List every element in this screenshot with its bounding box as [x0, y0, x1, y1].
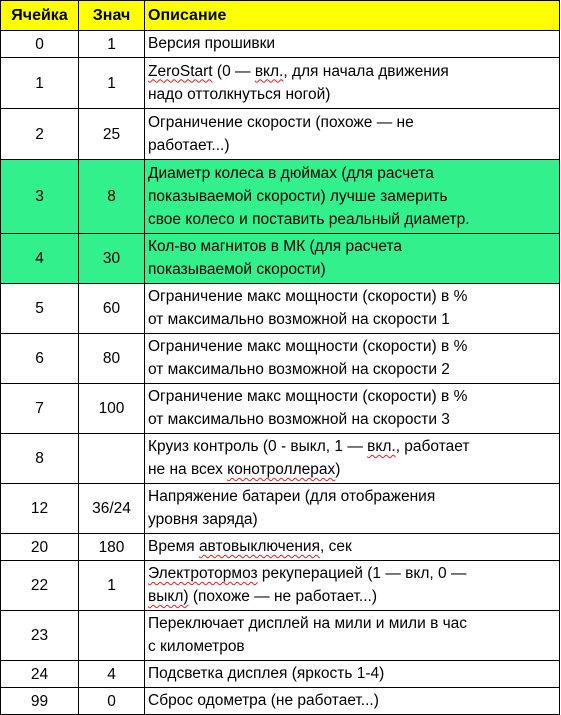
cell-description[interactable]: Сброс одометра (не работает...): [145, 688, 560, 715]
cell-number[interactable]: 22: [1, 561, 79, 611]
cell-description[interactable]: Электротормоз рекуперацией (1 — вкл, 0 — выкл) (похоже — не работает...): [145, 561, 560, 611]
table-row: [1, 688, 560, 715]
cell-description[interactable]: Круиз контроль (0 - выкл, 1 — вкл., работает не на всех конотроллерах): [145, 434, 560, 484]
cell-value[interactable]: 30: [79, 234, 145, 284]
cell-value[interactable]: 25: [79, 109, 145, 160]
cell-description[interactable]: Ограничение макс мощности (скорости) в % от максимально возможной на скорости 2: [145, 334, 560, 384]
table-row: [1, 58, 560, 109]
cell-value[interactable]: 100: [79, 384, 145, 434]
cell-description[interactable]: Ограничение скорости (похоже — не работает...): [145, 109, 560, 160]
table-row: [1, 234, 560, 284]
cell-value[interactable]: 1: [79, 58, 145, 109]
cell-value[interactable]: 180: [79, 534, 145, 561]
header-row: [1, 1, 560, 31]
header-value[interactable]: Знач: [79, 1, 145, 31]
table-row: [1, 661, 560, 688]
table-row: [1, 109, 560, 160]
cell-number[interactable]: 24: [1, 661, 79, 688]
table-row: [1, 484, 560, 534]
cell-value[interactable]: [79, 434, 145, 484]
table-row: [1, 384, 560, 434]
cell-description[interactable]: Версия прошивки: [145, 31, 560, 58]
cell-description[interactable]: Ограничение макс мощности (скорости) в % от максимально возможной на скорости 3: [145, 384, 560, 434]
cell-description[interactable]: Напряжение батареи (для отображения уровня заряда): [145, 484, 560, 534]
cell-number[interactable]: 7: [1, 384, 79, 434]
table-row: [1, 284, 560, 334]
cell-number[interactable]: 20: [1, 534, 79, 561]
table-body: [1, 31, 560, 715]
cell-description[interactable]: Подсветка дисплея (яркость 1-4): [145, 661, 560, 688]
table-row: [1, 334, 560, 384]
cell-number[interactable]: 3: [1, 160, 79, 234]
table-row: [1, 534, 560, 561]
cell-value[interactable]: 60: [79, 284, 145, 334]
cell-number[interactable]: 2: [1, 109, 79, 160]
table-row: [1, 434, 560, 484]
cell-description[interactable]: Время автовыключения, сек: [145, 534, 560, 561]
cell-description[interactable]: Переключает дисплей на мили и мили в час с километров: [145, 611, 560, 661]
cell-value[interactable]: [79, 611, 145, 661]
cell-value[interactable]: 0: [79, 688, 145, 715]
cell-number[interactable]: 5: [1, 284, 79, 334]
cell-description[interactable]: Диаметр колеса в дюймах (для расчета показываемой скорости) лучше замерить свое колесо и поставить реальный диаметр.: [145, 160, 560, 234]
cell-value[interactable]: 36/24: [79, 484, 145, 534]
header-cell-number[interactable]: Ячейка: [1, 1, 79, 31]
cell-value[interactable]: 8: [79, 160, 145, 234]
table-row: [1, 160, 560, 234]
cell-number[interactable]: 23: [1, 611, 79, 661]
cell-value[interactable]: 1: [79, 561, 145, 611]
cell-description[interactable]: Кол-во магнитов в МК (для расчета показываемой скорости): [145, 234, 560, 284]
cell-number[interactable]: 8: [1, 434, 79, 484]
table-row: [1, 31, 560, 58]
cell-description[interactable]: Ограничение макс мощности (скорости) в % от максимально возможной на скорости 1: [145, 284, 560, 334]
cell-description[interactable]: ZeroStart (0 — вкл., для начала движения надо оттолкнуться ногой): [145, 58, 560, 109]
cell-value[interactable]: 4: [79, 661, 145, 688]
header-description[interactable]: Описание: [145, 1, 560, 31]
cell-number[interactable]: 4: [1, 234, 79, 284]
cell-number[interactable]: 12: [1, 484, 79, 534]
cell-value[interactable]: 80: [79, 334, 145, 384]
cell-number[interactable]: 6: [1, 334, 79, 384]
cell-number[interactable]: 1: [1, 58, 79, 109]
table-row: [1, 611, 560, 661]
cell-value[interactable]: 1: [79, 31, 145, 58]
cell-number[interactable]: 0: [1, 31, 79, 58]
cell-number[interactable]: 99: [1, 688, 79, 715]
table-row: [1, 561, 560, 611]
